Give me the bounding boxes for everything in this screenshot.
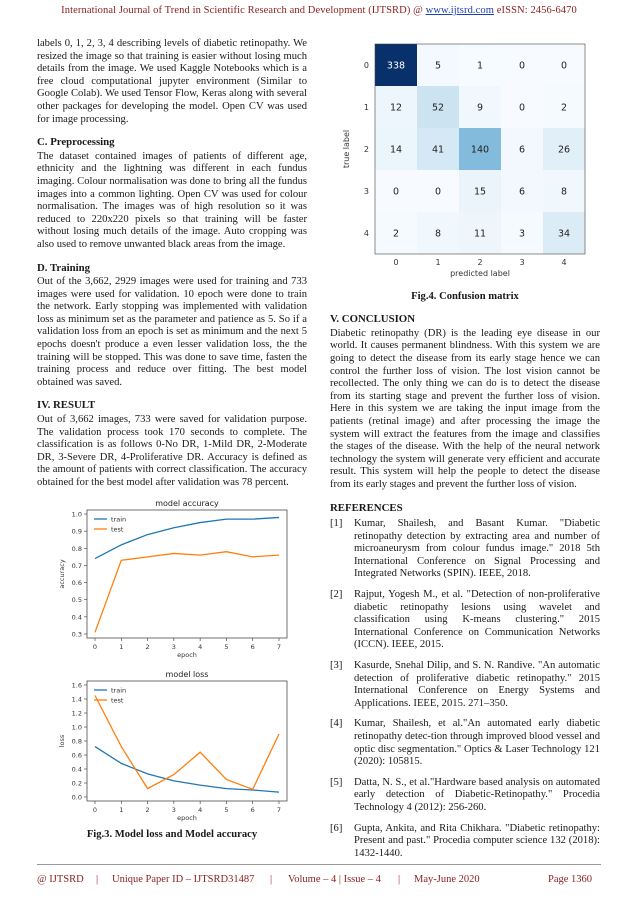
y-tick-label: 1.4 — [71, 695, 82, 704]
y-tick-label: 0.8 — [71, 544, 82, 553]
legend-label-train: train — [111, 515, 127, 524]
x-tick-label: 1 — [435, 258, 441, 267]
y-tick-label: 1.0 — [71, 723, 82, 732]
preprocessing-heading: C. Preprocessing — [37, 136, 115, 149]
footer-publisher: @ IJTSRD — [37, 874, 84, 885]
intro-paragraph: labels 0, 1, 2, 3, 4 describing levels of diabetic retinopathy. We resized the image so that training is easier without losing much details from the image. We used Kaggle Notebooks which is a free cloud computational jupyter environment (Similar to Google Colab). We used Tensor Flow, Keras along with several other packages for developing the model. Open CV was used for image processing. — [37, 38, 307, 125]
loss-chart — [37, 669, 307, 824]
cell-value: 0 — [518, 60, 526, 72]
cell-value: 15 — [473, 186, 487, 198]
x-tick-label: 1 — [119, 806, 124, 815]
x-tick-label: 4 — [198, 642, 203, 651]
cell-value: 34 — [557, 228, 571, 240]
cell-value: 41 — [431, 144, 445, 156]
footer-sep: | — [270, 874, 273, 885]
y-tick-label: 0.7 — [71, 561, 82, 570]
x-tick-label: 0 — [92, 642, 98, 651]
left-column — [37, 38, 307, 841]
confusion-matrix — [330, 38, 600, 286]
x-tick-label: 4 — [561, 258, 567, 267]
footer-sep: | — [398, 874, 401, 885]
cell-value: 52 — [431, 102, 445, 114]
cell-value: 14 — [389, 144, 403, 156]
reference-list — [330, 518, 600, 860]
y-tick-label: 0 — [363, 61, 369, 70]
y-tick-label: 0.0 — [71, 793, 82, 802]
references-heading: REFERENCES — [330, 501, 403, 514]
footer-page: Page 1360 — [548, 874, 593, 885]
footer-sep: | — [96, 874, 99, 885]
journal-link[interactable]: www.ijtsrd.com — [425, 5, 495, 16]
cell-value: 8 — [560, 186, 568, 198]
footer-paper-id: Unique Paper ID – IJTSRD31487 — [112, 874, 255, 885]
reference-item — [330, 777, 600, 815]
y-tick-label: 1.2 — [71, 709, 82, 718]
y-axis-label: true label — [342, 129, 351, 169]
cell-value: 1 — [476, 60, 484, 72]
issn: eISSN: 2456-6470 — [496, 5, 577, 16]
footer-rule — [37, 864, 601, 865]
reference-text: Gupta, Ankita, and Rita Chikhara. "Diabetic retinopathy: Present and past." Procedia computer science 132 (2018): 1432-1440. — [354, 822, 600, 859]
y-tick-label: 0.6 — [71, 751, 82, 760]
x-tick-label: 2 — [477, 258, 483, 267]
y-tick-label: 0.8 — [71, 737, 82, 746]
reference-number: [2] — [330, 589, 343, 601]
cell-value: 2 — [560, 102, 568, 114]
cell-value: 11 — [473, 228, 487, 240]
y-tick-label: 1 — [363, 103, 369, 112]
running-header — [0, 5, 638, 16]
y-tick-label: 0.3 — [71, 630, 82, 639]
reference-number: [1] — [330, 518, 343, 530]
reference-text: Kumar, Shailesh, and Basant Kumar. "Diabetic retinopathy detection by extracting area and number of microaneurysm from colour fundus image." 2018 5th International Conference on Signal Processing and Integrated Networks (SPIN). IEEE, 2018. — [354, 518, 600, 580]
y-tick-label: 0.4 — [71, 765, 82, 774]
cell-value: 2 — [392, 228, 400, 240]
x-tick-label: 4 — [198, 806, 203, 815]
footer-date: May-June 2020 — [414, 874, 480, 885]
cell-value: 6 — [518, 186, 526, 198]
reference-text: Datta, N. S., et al."Hardware based analysis on automated early detection of Diabetic-Retinopathy." Procedia Technology 4 (2012): 256-260. — [354, 776, 600, 813]
x-tick-label: 0 — [92, 806, 98, 815]
cell-value: 9 — [476, 102, 484, 114]
legend-label-train: train — [111, 686, 127, 695]
conclusion-heading: V. CONCLUSION — [330, 313, 415, 326]
reference-number: [6] — [330, 822, 343, 834]
cell-value: 8 — [434, 228, 442, 240]
journal-name: International Journal of Trend in Scientific Research and Development (IJTSRD) @ — [61, 5, 423, 16]
reference-item — [330, 660, 600, 710]
reference-item — [330, 718, 600, 768]
reference-item — [330, 518, 600, 581]
y-tick-label: 0.5 — [71, 595, 82, 604]
right-column — [330, 38, 600, 868]
figure-4 — [330, 38, 600, 303]
cell-value: 6 — [518, 144, 526, 156]
cell-value: 3 — [518, 228, 526, 240]
x-tick-label: 7 — [276, 806, 282, 815]
footer-volume: Volume – 4 | Issue – 4 — [288, 874, 381, 885]
reference-item — [330, 589, 600, 652]
y-tick-label: 0.4 — [71, 612, 82, 621]
y-tick-label: 2 — [363, 145, 369, 154]
chart-title: model accuracy — [155, 499, 219, 508]
result-heading: IV. RESULT — [37, 399, 96, 412]
cell-value: 0 — [434, 186, 442, 198]
reference-text: Kasurde, Snehal Dilip, and S. N. Randive. "An automatic detection of proliferative diabetic retinopathy." 2015 International Conference on Energy Systems and Applications. IEEE, 2015. 271–350. — [354, 660, 600, 709]
y-tick-label: 0.6 — [71, 578, 82, 587]
figure-3 — [37, 500, 307, 842]
result-paragraph: Out of 3,662 images, 733 were saved for validation purpose. The validation process took 170 seconds to complete. The classification is as follows 0-No DR, 1-Mild DR, 2-Moderate DR, 3-Severe DR, 4-Proliferative DR. Accuracy is defined as the amount of patients with correct classification. The accuracy obtained for the best model after validation was 78 percent. — [37, 414, 307, 488]
reference-number: [5] — [330, 776, 343, 788]
cell-value: 0 — [560, 60, 568, 72]
x-axis-label: epoch — [177, 650, 197, 659]
x-tick-label: 3 — [171, 642, 176, 651]
cell-value: 338 — [386, 60, 406, 72]
legend-label-test: test — [111, 525, 124, 534]
cell-value: 0 — [392, 186, 400, 198]
x-tick-label: 7 — [276, 642, 282, 651]
x-tick-label: 6 — [250, 806, 255, 815]
accuracy-chart — [37, 500, 307, 665]
reference-text: Kumar, Shailesh, et al."An automated early diabetic retinopathy detec-tion through improved blood vessel and optic disc segmentation." Optics & Laser Technology 121 (2020): 105815. — [354, 718, 600, 768]
x-tick-label: 2 — [145, 806, 150, 815]
x-tick-label: 6 — [250, 642, 255, 651]
x-tick-label: 1 — [119, 642, 124, 651]
cell-value: 0 — [518, 102, 526, 114]
y-tick-label: 1.0 — [71, 510, 82, 519]
chart-title: model loss — [165, 670, 209, 680]
cell-value: 140 — [470, 144, 490, 156]
x-tick-label: 2 — [145, 642, 150, 651]
fig4-caption: Fig.4. Confusion matrix — [411, 290, 519, 302]
reference-item — [330, 823, 600, 861]
reference-number: [3] — [330, 660, 343, 672]
preprocessing-paragraph: The dataset contained images of patients of different age, ethnicity and the lightning was different in each fundus imaging. Colour normalisation was done to bring all the fundus images into a common lighting. Open CV was used for colour normalisation. The images was of high resolution so it was reduced to 220x220 pixels so that training will be faster without losing much details of the image. Auto cropping was also used to remove unwanted black areas from the image. — [37, 150, 307, 250]
y-tick-label: 0.2 — [71, 779, 82, 788]
training-heading: D. Training — [37, 261, 90, 274]
reference-text: Rajput, Yogesh M., et al. "Detection of non-proliferative diabetic retinopathy lesions using wavelet and classification using K-means clustering." 2015 International Conference on Communication Networks (ICCN). IEEE, 2015. — [354, 589, 600, 651]
x-tick-label: 3 — [519, 258, 525, 267]
y-tick-label: 4 — [363, 229, 369, 238]
x-axis-label: predicted label — [450, 269, 510, 278]
y-tick-label: 1.6 — [71, 681, 82, 690]
training-paragraph: Out of the 3,662, 2929 images were used for training and 733 images were used for validation. 10 epoch were done to train the network. Early stopping was implemented with validation loss as minimum set as the parameter and patience as 5. So if a validation loss from an epoch is set as minimum and the next 5 epochs doesn't produce a even lesser validation loss, the the training will be stopped. This was done to save time, fasten the training process and reduce over fitting. The best model obtained was saved. — [37, 276, 307, 388]
legend-label-test: test — [111, 696, 124, 705]
y-axis-label: loss — [58, 734, 66, 748]
y-axis-label: accuracy — [58, 558, 66, 589]
x-tick-label: 3 — [171, 806, 176, 815]
conclusion-paragraph: Diabetic retinopathy (DR) is the leading eye disease in our world. It causes permanent blindness. With this system we are going to detect the disease from its early stage hence we can control the further loss of vision. The lost vision cannot be recollected. The only thing we can do is to detect the disease from its starting stage and prevent the further loss of vision. Here in this system we are taking the input image from the patients (retinal image) and after processing the image the system will extract the features from the image and classifies the stages of the disease. With the help of the neural network technology the system will generate very efficient and accurate result. This system will help the people to detect the disease from its early stages and prevent the further loss of vision. — [330, 327, 600, 490]
y-tick-label: 3 — [363, 187, 369, 196]
fig3-caption: Fig.3. Model loss and Model accuracy — [86, 828, 258, 840]
reference-number: [4] — [330, 718, 343, 730]
x-tick-label: 5 — [224, 642, 229, 651]
x-tick-label: 0 — [393, 258, 399, 267]
cell-value: 26 — [557, 144, 571, 156]
cell-value: 12 — [389, 102, 403, 114]
x-axis-label: epoch — [177, 814, 197, 823]
cell-value: 5 — [434, 60, 442, 72]
x-tick-label: 5 — [224, 806, 229, 815]
y-tick-label: 0.9 — [71, 527, 82, 536]
